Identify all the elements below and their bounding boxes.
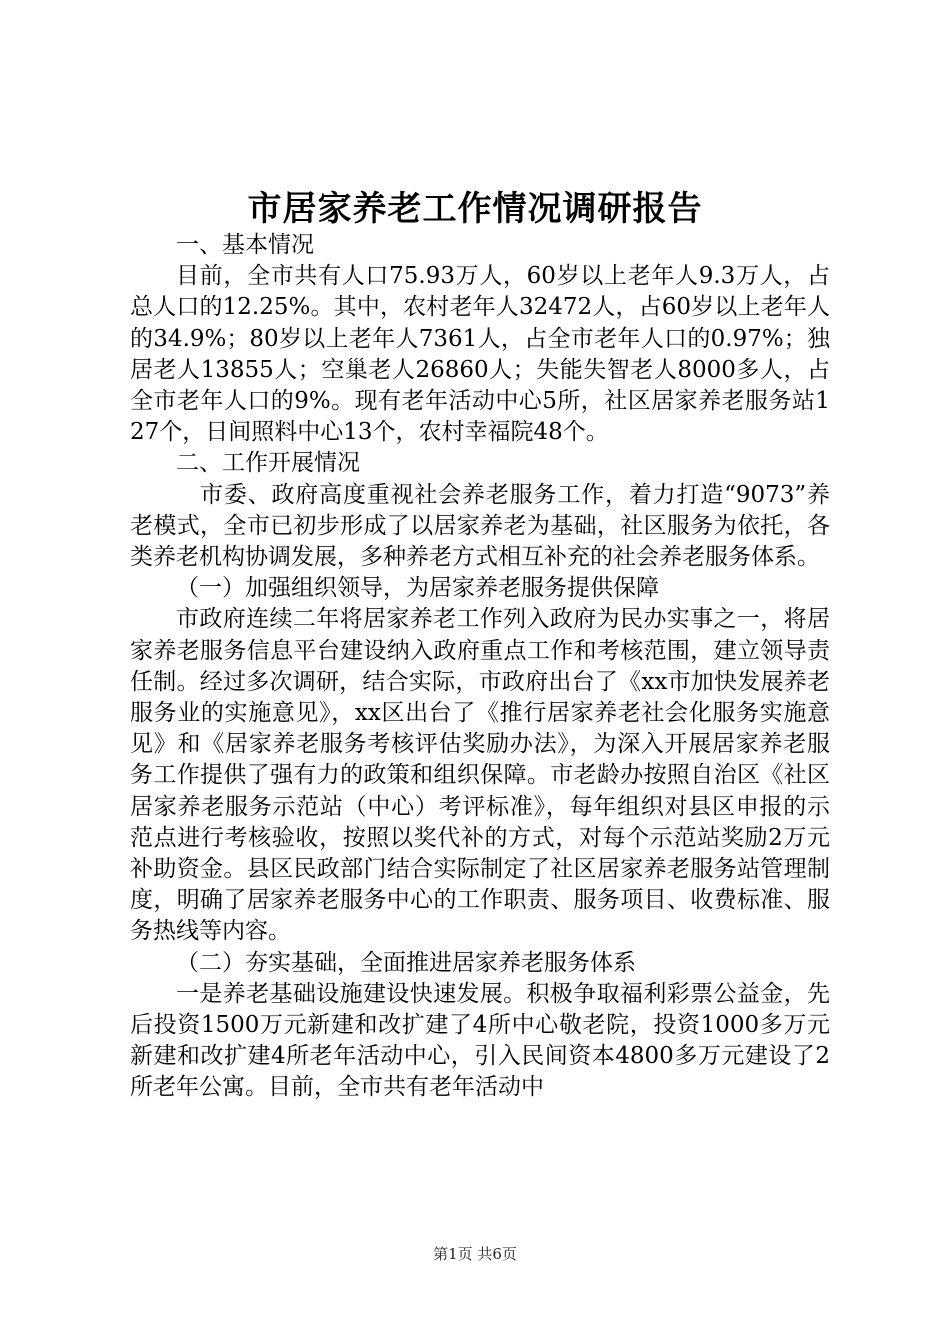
paragraph-organization: 市政府连续二年将居家养老工作列入政府为民办实事之一，将居家养老服务信息平台建设纳入政府重点工作和考核范围，建立领导责任制。经过多次调研，结合实际，市政府出台了《xx市加快发展养老服务业的实施意见》，xx区出台了《推行居家养老社会化服务实施意见》和《居家养老服务考核评估奖励办法》，为深入开展居家养老服务工作提供了强有力的政策和组织保障。市老龄办按照自治区《社区居家养老服务示范站（中心）考评标准》，每年组织对县区申报的示范点进行考核验收，按照以奖代补的方式，对每个示范站奖励2万元补助资金。县区民政部门结合实际制定了社区居家养老服务站管理制度，明确了居家养老服务中心的工作职责、服务项目、收费标准、服务热线等内容。 [130,606,830,945]
paragraph-basic-info: 目前，全市共有人口75.93万人，60岁以上老年人9.3万人，占总人口的12.25%。其中，农村老年人32472人，占60岁以上老年人的34.9%；80岁以上老年人7361人，占全市老年人口的0.97%；独居老人13855人；空巢老人26860人；失能失智老人8000多人，占全市老年人口的9%。现有老年活动中心5所，社区居家养老服务站127个，日间照料中心13个，农村幸福院48个。 [130,263,830,446]
section-heading-work: 二、工作开展情况 [176,450,360,477]
section-heading-basic: 一、基本情况 [176,232,314,258]
document-body [130,230,830,1104]
page-number-footer: 第1页 共6页 [433,1245,517,1263]
paragraph-work-overview: 市委、政府高度重视社会养老服务工作，着力打造“9073”养老模式，全市已初步形成了以居家养老为基础，社区服务为依托，各类养老机构协调发展，多种养老方式相互补充的社会养老服务体系。 [130,481,830,571]
document-title: 市居家养老工作情况调研报告 [247,189,703,229]
subsection-heading-2: （二）夯实基础，全面推进居家养老服务体系 [176,949,636,976]
subsection-heading-1: （一）加强组织领导，为居家养老服务提供保障 [176,575,659,602]
paragraph-infrastructure: 一是养老基础设施建设快速发展。积极争取福利彩票公益金，先后投资1500万元新建和改扩建了4所中心敬老院，投资1000多万元新建和改扩建4所老年活动中心，引入民间资本4800多万元建设了2所老年公寓。目前，全市共有老年活动中 [130,980,830,1101]
